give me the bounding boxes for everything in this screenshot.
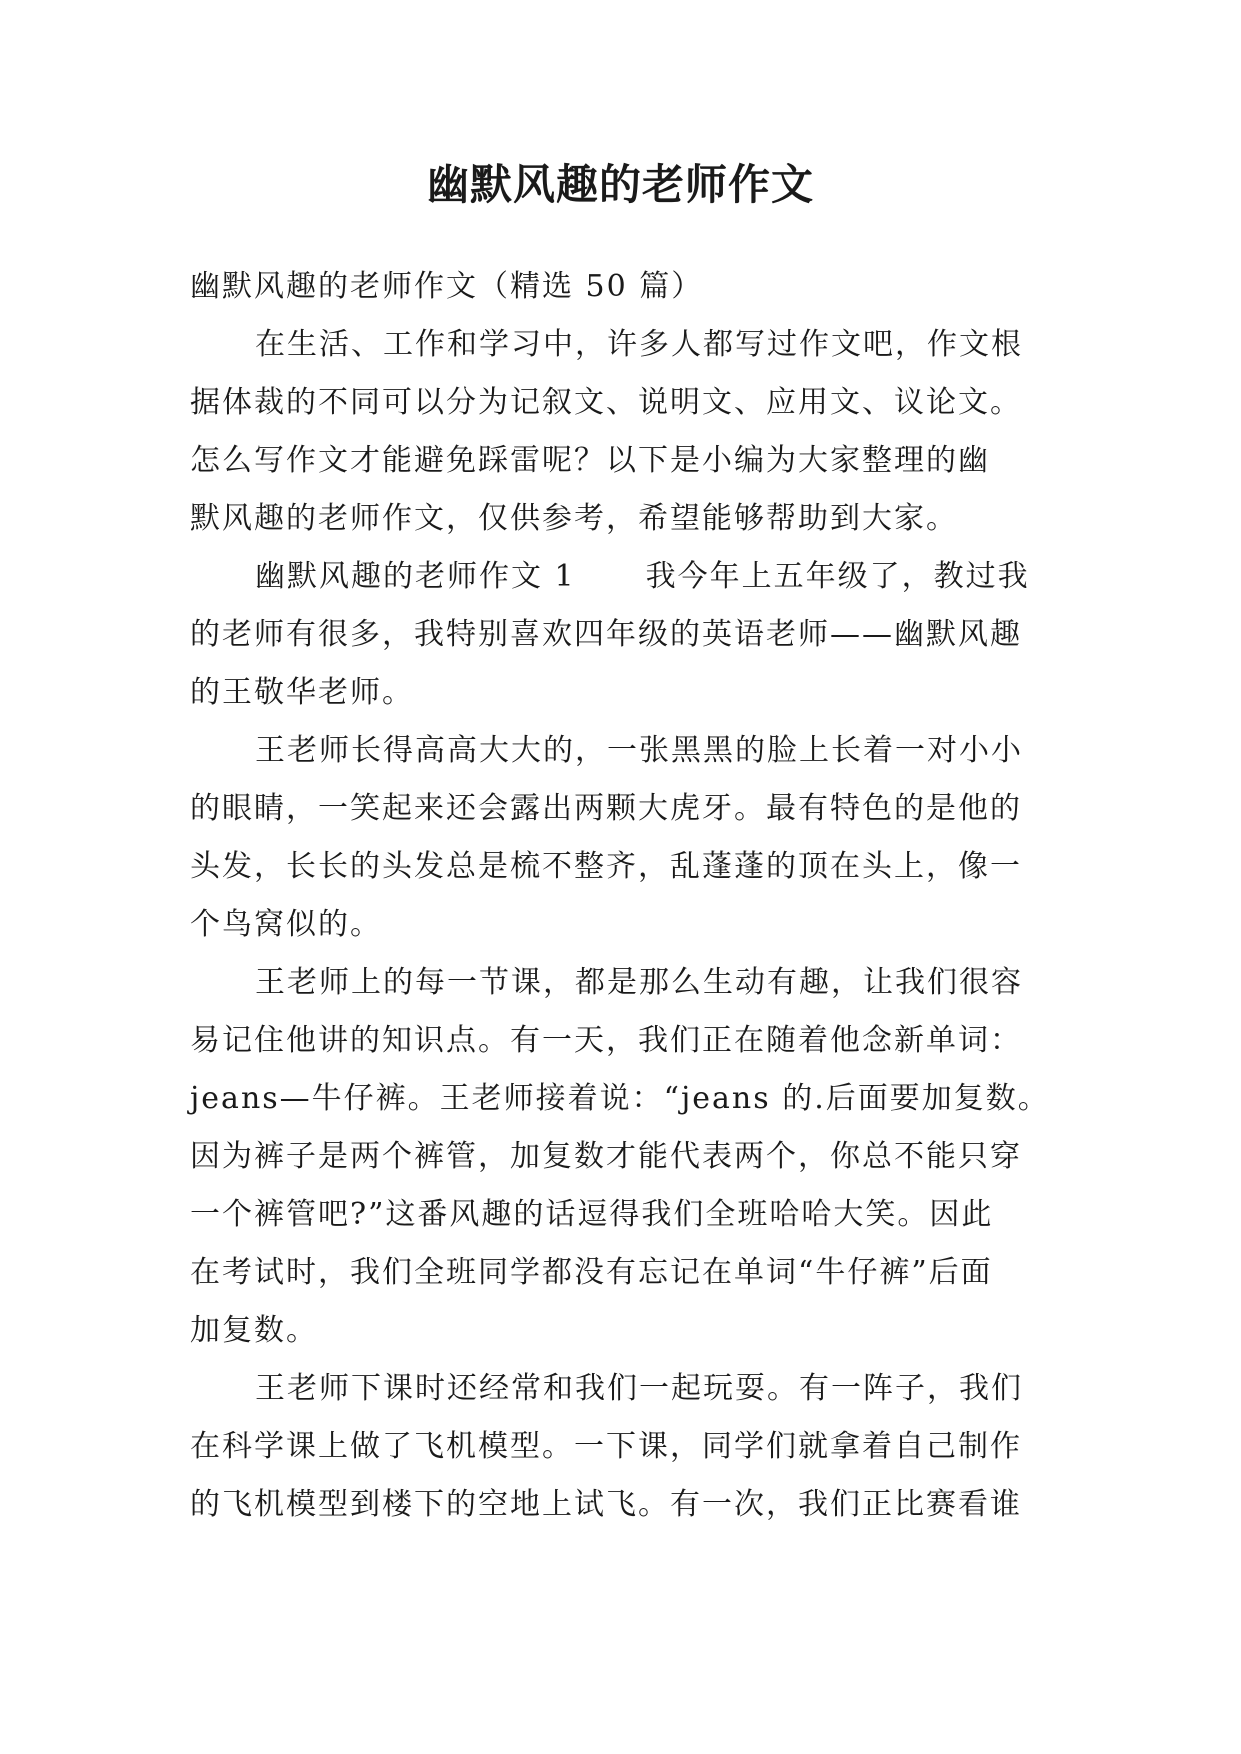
paragraph-line: 怎么写作文才能避免踩雷呢？以下是小编为大家整理的幽	[190, 443, 990, 478]
paragraph-line: 默风趣的老师作文，仅供参考，希望能够帮助到大家。	[190, 501, 958, 536]
paragraph-line: jeans—牛仔裤。王老师接着说：“jeans 的.后面要加复数。	[190, 1081, 1050, 1116]
paragraph-line: 在考试时，我们全班同学都没有忘记在单词“牛仔裤”后面	[190, 1255, 993, 1290]
paragraph-line: 一个裤管吧?”这番风趣的话逗得我们全班哈哈大笑。因此	[190, 1197, 994, 1232]
paragraph-line: 的飞机模型到楼下的空地上试飞。有一次，我们正比赛看谁	[190, 1487, 1022, 1522]
paragraph-line: 易记住他讲的知识点。有一天，我们正在随着他念新单词：	[190, 1023, 1022, 1058]
paragraph-line: 加复数。	[190, 1313, 318, 1348]
paragraph-line: 个鸟窝似的。	[190, 907, 382, 942]
paragraph-line: 王老师长得高高大大的，一张黑黑的脸上长着一对小小	[255, 733, 1023, 768]
essay-heading: 幽默风趣的老师作文 1	[255, 559, 576, 594]
paragraph-line: 在科学课上做了飞机模型。一下课，同学们就拿着自己制作	[190, 1429, 1022, 1464]
paragraph-line: 王老师下课时还经常和我们一起玩耍。有一阵子，我们	[255, 1371, 1023, 1406]
paragraph-line: 的王敬华老师。	[190, 675, 414, 710]
document-title: 幽默风趣的老师作文	[426, 160, 814, 209]
paragraph-line	[190, 548, 1062, 606]
paragraph-line: 王老师上的每一节课，都是那么生动有趣，让我们很容	[255, 965, 1023, 1000]
paragraph-line: 的老师有很多，我特别喜欢四年级的英语老师——幽默风趣	[190, 617, 1022, 652]
essay-first-sentence: 我今年上五年级了，教过我	[645, 559, 1030, 594]
paragraph-line: 因为裤子是两个裤管，加复数才能代表两个，你总不能只穿	[190, 1139, 1022, 1174]
paragraph-line: 在生活、工作和学习中，许多人都写过作文吧，作文根	[255, 327, 1023, 362]
paragraph-line: 的眼睛，一笑起来还会露出两颗大虎牙。最有特色的是他的	[190, 791, 1022, 826]
paragraph-line: 据体裁的不同可以分为记叙文、说明文、应用文、议论文。	[190, 385, 1022, 420]
paragraph-line: 头发，长长的头发总是梳不整齐，乱蓬蓬的顶在头上，像一	[190, 849, 1022, 884]
document-subtitle: 幽默风趣的老师作文（精选 50 篇）	[190, 269, 704, 304]
document-body	[190, 258, 1062, 1534]
